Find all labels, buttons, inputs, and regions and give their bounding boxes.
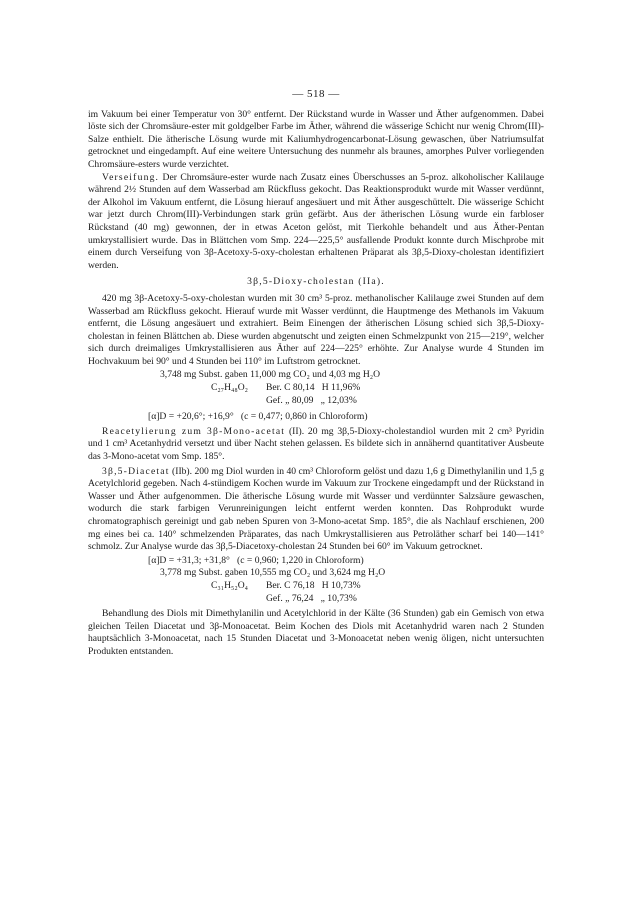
analysis-1-gef: Gef. „ 80,09 „ 12,03% — [266, 394, 357, 406]
analysis-1-ber: Ber. C 80,14 H 11,96% — [266, 382, 361, 394]
paragraph-4 — [88, 426, 544, 464]
analysis-2-line: 3,778 mg Subst. gaben 10,555 mg CO₂ und 3,624 mg H₂O — [160, 567, 386, 579]
analysis-1-line: 3,748 mg Subst. gaben 11,000 mg CO₂ und 4,03 mg H₂O — [160, 369, 381, 381]
analysis-1-formula: C₂₇H₄₈O₂ — [211, 382, 248, 394]
paragraph-4-lead: Reacetylierung zum 3β-Mono-acetat — [102, 425, 286, 437]
paragraph-4-text: (II). 20 mg 3β,5-Dioxy-cholestandiol wurden mit 2 cm³ Pyridin und 1 cm³ Acetanhydrid versetzt und über Nacht stehen gelassen. Es bildete sich in annähernd quantitativer Ausbeute das 3-Mono-acetat vom Smp. 185°. — [88, 425, 544, 463]
analysis-2-gef: Gef. „ 76,24 „ 10,73% — [266, 592, 357, 604]
analysis-block-1 — [88, 369, 544, 423]
page-number: — 518 — — [292, 88, 340, 100]
paragraph-5-text: (IIb). 200 mg Diol wurden in 40 cm³ Chloroform gelöst und dazu 1,6 g Dimethylanilin und 1,5 g Acetylchlorid gegeben. Nach 4-stündigem Kochen wurde im Vakuum zur Trockene eingedampft und der Rückstand in Wasser und Äther aufgenommen. Die ätherische Lösung wurde mit Wasser und verdünnter Salzsäure gewaschen, wodurch die stark farbigen Verunreinigungen leicht entfernt werden konnten. Das Rohprodukt wurde chromatographisch gereinigt und gab neben Spuren von 3-Mono-acetat Smp. 185°, die als Nachlauf erschienen, 200 mg eines bei ca. 140° schmelzenden Präparates, das nach Umkrystallisieren aus Petroläther scharf bei 140—141° schmolz. Zur Analyse wurde das 3β,5-Diacetoxy-cholestan 24 Stunden bei 60° im Vakuum getrocknet. — [88, 465, 544, 553]
paragraph-2 — [88, 172, 544, 273]
page — [88, 88, 544, 659]
paragraph-6: Behandlung des Diols mit Dimethylanilin und Acetylchlorid in der Kälte (36 Stunden) gab ein Gemisch von etwa gleichen Teilen Diacetat und 3β-Monoacetat. Beim Kochen des Diols mit Acetanhydrid waren nach 2 Stunden hauptsächlich 3-Monoacetat, nach 15 Stunden Diacetat und 3-Monoacetat neben wenig öligen, nicht untersuchten Produkten entstanden. — [88, 608, 544, 657]
analysis-1-ber-row — [88, 382, 544, 395]
paragraph-3: 420 mg 3β-Acetoxy-5-oxy-cholestan wurden mit 30 cm³ 5-proz. methanolischer Kalilauge zwei Stunden auf dem Wasserbad am Rückfluss gekocht. Hierauf wurde mit Wasser verdünnt, die Hauptmenge des Methanols im Vakuum entfernt, die Lösung angesäuert und extrahiert. Beim Einengen der ätherischen Lösung schied sich 3β,5-Dioxy-cholestan in feinen Blättchen ab. Diese wurden abgenutscht und zeigten einen Schmelzpunkt von 215—219°, welcher sich durch dreimaliges Umkrystallisieren aus Äther auf 224—225° erhöhte. Zur Analyse wurde 4 Stunden im Hochvakuum bei 90° und 4 Stunden bei 110° im Luftstrom getrocknet. — [88, 292, 544, 367]
analysis-1-rotation: [α]D = +20,6°; +16,9° (c = 0,477; 0,860 in Chloroform) — [148, 411, 368, 423]
analysis-2-ber-row — [88, 580, 544, 593]
paragraph-5-lead: 3β,5-Diacetat — [102, 465, 170, 477]
analysis-2-formula: C₃₁H₅₂O₄ — [211, 579, 248, 591]
analysis-block-2 — [88, 555, 544, 605]
section-heading: 3β,5-Dioxy-cholestan (IIa). — [247, 276, 385, 288]
analysis-2-rotation: [α]D = +31,3; +31,8° (c = 0,960; 1,220 in Chloroform) — [148, 554, 364, 566]
paragraph-5 — [88, 466, 544, 554]
paragraph-2-text: Der Chromsäure-ester wurde nach Zusatz eines Überschusses an 5-proz. alkoholischer Kalilauge während 2½ Stunden auf dem Wasserbad am Rückfluss gekocht. Das Reaktionsprodukt wurde mit Wasser verdünnt, der Alkohol im Vakuum entfernt, die Lösung hierauf angesäuert und mit Äther ausgeschüttelt. Die wässerige Schicht war jetzt durch Chrom(III)-Verbindungen stark grün gefärbt. Aus der ätherischen Lösung wurde ein farbloser Rückstand (40 mg) gewonnen, der in etwas Aceton gelöst, mit Tierkohle behandelt und aus Äther-Pentan umkrystallisiert wurde. Das in Blättchen vom Smp. 224—225,5° ausfallende Produkt konnte durch Mischprobe mit einem durch Verseifung von 3β-Acetoxy-5-oxy-cholestan erhaltenen Präparat als 3β,5-Dioxy-cholestan identifiziert werden. — [88, 171, 544, 271]
paragraph-2-lead: Verseifung. — [102, 171, 160, 183]
analysis-2-ber: Ber. C 76,18 H 10,73% — [266, 579, 361, 591]
paragraph-1: im Vakuum bei einer Temperatur von 30° entfernt. Der Rückstand wurde in Wasser und Äther aufgenommen. Dabei löste sich der Chromsäure-ester mit goldgelber Farbe im Äther, während die wässerige Schicht nur wenig Chrom(III)-Salze enthielt. Die ätherische Lösung wurde mit Kaliumhydrogencarbonat-Lösung gewaschen, über Natriumsulfat getrocknet und eingedampft. Auf eine weitere Untersuchung des nunmehr als braunes, amorphes Pulver vorliegenden Chromsäure-esters wurde verzichtet. — [88, 108, 544, 170]
